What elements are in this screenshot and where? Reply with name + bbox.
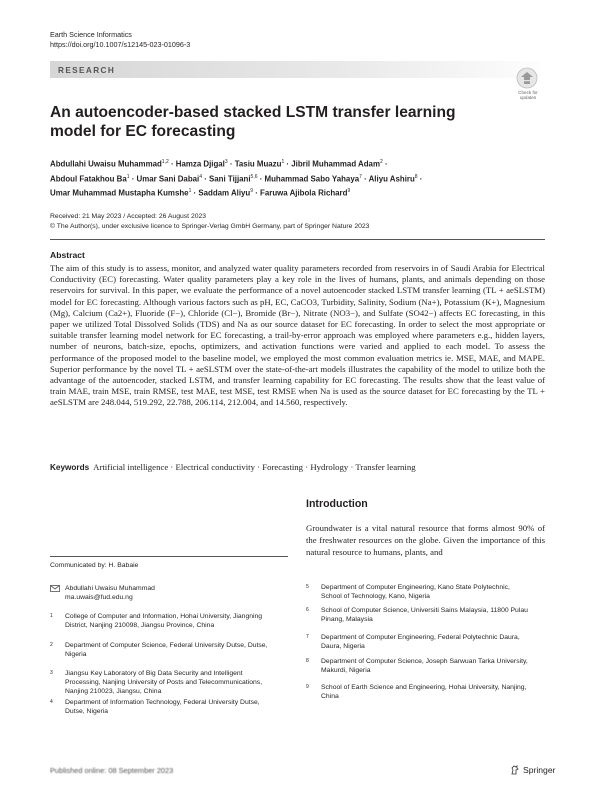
copyright-notice: © The Author(s), under exclusive licence to Springer-Verlag GmbH Germany, part of Springer Nature 2023 xyxy=(50,222,370,230)
affiliation-text: Department of Information Technology, Federal University Dutse, Dutse, Nigeria xyxy=(65,699,260,715)
author-name[interactable]: Abdullahi Uwaisu Muhammad xyxy=(50,159,162,169)
author-name[interactable]: Umar Sani Dabai xyxy=(136,174,200,184)
author-name[interactable]: Tasiu Muazu xyxy=(234,159,282,169)
author-name[interactable]: Jibril Muhammad Adam xyxy=(291,159,380,169)
affiliation-text: School of Computer Science, Universiti Sains Malaysia, 11800 Pulau Pinang, Malaysia xyxy=(321,607,528,623)
divider xyxy=(50,239,545,240)
author-affiliation-marker: 5,6 xyxy=(250,173,258,180)
doi-link[interactable]: https://doi.org/10.1007/s12145-023-01096-3 xyxy=(50,40,191,49)
author-affiliation-marker: 1,2 xyxy=(161,159,169,165)
affiliation-number: 8 xyxy=(306,658,309,664)
footnote-divider xyxy=(50,556,288,557)
keywords xyxy=(50,462,545,472)
contact-email[interactable]: ma.uwais@fud.edu.ng xyxy=(65,594,133,601)
keywords-label: Keywords xyxy=(50,463,90,472)
publisher-name: Springer xyxy=(523,765,556,775)
journal-name: Earth Science Informatics xyxy=(50,30,132,39)
affiliation-text: School of Earth Science and Engineering, Hohai University, Nanjing, China xyxy=(321,684,527,700)
publisher-logo xyxy=(510,765,555,775)
introduction-body: Groundwater is a vital natural resource that forms almost 90% of the freshwater resources on the globe. Given the importance of this natural resource to humans, plants, and xyxy=(306,523,545,557)
author-affiliation-marker: 1 xyxy=(126,173,130,180)
author-affiliation-marker: 2 xyxy=(379,159,383,165)
author-affiliation-marker: 8 xyxy=(414,173,418,180)
author-name[interactable]: Umar Muhammad Mustapha Kumshe xyxy=(50,188,189,198)
introduction-heading: Introduction xyxy=(306,498,368,510)
affiliation-text: Jiangsu Key Laboratory of Big Data Security and Intelligent Processing, Nanjing University of Posts and Telecommunications, Nanjing 210023, Jiangsu, China xyxy=(65,670,263,695)
author-affiliation-marker: 4 xyxy=(199,173,203,180)
author-name[interactable]: Saddam Aliyu xyxy=(198,188,251,198)
author-name[interactable]: Muhammad Sabo Yahaya xyxy=(264,174,360,184)
affiliation-number: 1 xyxy=(50,613,53,619)
journal-header xyxy=(50,30,190,50)
article-history xyxy=(50,212,369,231)
author-affiliation-marker: 9 xyxy=(347,188,351,195)
affiliation-number: 6 xyxy=(306,607,309,613)
affiliation-number: 3 xyxy=(50,670,53,676)
affiliation-number: 7 xyxy=(306,634,309,640)
author-name[interactable]: Sani Tijjani xyxy=(209,174,251,184)
author-name[interactable]: Aliyu Ashiru xyxy=(368,174,415,184)
section-bar xyxy=(50,61,540,78)
contact-name: Abdullahi Uwaisu Muhammad xyxy=(65,585,155,592)
affiliation-number: 4 xyxy=(50,699,53,705)
affiliation-text: College of Computer and Information, Hohai University, Jiangning District, Nanjing 210098, Jiangsu Province, China xyxy=(65,613,263,629)
check-for-updates-label: Check for updates xyxy=(518,90,538,101)
affiliation-text: Department of Computer Science, Federal University Dutse, Dutse, Nigeria xyxy=(65,642,268,658)
author-affiliation-marker: 3 xyxy=(224,159,228,165)
author-name[interactable]: Hamza Djigal xyxy=(175,159,225,169)
author-affiliation-marker: 1 xyxy=(188,188,192,195)
abstract-body: The aim of this study is to assess, monitor, and analyzed water quality parameters recorded from reservoirs in of Saudi Arabia for Electrical Conductivity (EC) forecasting. Water quality parameters play a key role in the lives of humans, plants, and animals depending on those reservoirs for survival. In this paper, we evaluate the performance of a novel autoencoder stacked LSTM transfer learning (TL + aeSLSTM) model for EC forecasting. Although various factors such as pH, EC, CaCO3, Turbidity, Salinity, Sodium (Na+), Potassium (K+), Magnesium (Mg), Calcium (Ca2+), Fluoride (F−), Chloride (Cl−), Bromide (Br−), Nitrate (NO3−), and Sulfate (SO42−) affects EC forecasting, in this paper we utilized Total Dissolved Solids (TDS) and Na as our source dataset for EC forecasting. In order to select the most appropriate or suitable transfer learning model network for EC forecasting, a trail-by-error approach was employed where parameters e.g., hidden layers, number of neurons, batch-size, epochs, optimizers, and activation functions were varied and applied to each model. To assess the performance of the proposed model to the baseline model, we employed the most common evaluation metrics ie. MSE, MAE, and MAPE. Superior performance by the novel TL + aeSLSTM over the state-of-the-art models illustrates the capability of the model to utilize both the advantage of the autoencoder, stacked LSTM, and transfer learning capability for EC forecasting. The results show that the least value of train MAE, train MSE, train RMSE, test MAE, test MSE, test RMSE when Na is used as the source dataset for EC forecasting by the TL + aeSLSTM are 248.044, 519.292, 22.788, 206.114, 212.004, and 14.560, respectively. xyxy=(50,263,545,408)
affiliation-number: 9 xyxy=(306,684,309,690)
author-affiliation-marker: 7 xyxy=(359,173,362,180)
affiliation-number: 5 xyxy=(306,584,309,590)
author-affiliation-marker: 9 xyxy=(250,188,254,195)
affiliation-text: Department of Computer Engineering, Federal Polytechnic Daura, Daura, Nigeria xyxy=(321,634,520,650)
article-title: An autoencoder-based stacked LSTM transfer learning model for EC forecasting xyxy=(50,104,456,140)
envelope-icon xyxy=(50,585,60,592)
abstract-heading: Abstract xyxy=(50,250,85,260)
author-name[interactable]: Faruwa Ajibola Richard xyxy=(260,188,348,198)
affiliation-number: 2 xyxy=(50,642,53,648)
affiliation-text: Department of Computer Science, Joseph Sarwuan Tarka University, Makurdi, Nigeria xyxy=(321,658,528,674)
author-list: Abdullahi Uwaisu Muhammad$^{1,2}$ · Hamza Djigal$^3$ · Tasiu Muazu$^1$ · Jibril Muhammad Adam$^2$ · Abdoul Fatakhou $Ba^1$ · Umar Sani Dabai$^4$ · Sani Tijjani$^{5,6}$ · Muhammad Sabo Yahaya$^7$ · Aliyu Ashiru$^8$ · Umar Muhammad Mustapha Kumshe$^1$ · Saddam Aliyu$^9$ · Faruwa Ajibola Richard$^9$ xyxy=(50,159,423,198)
communicated-by: Communicated by: H. Babaie xyxy=(50,562,139,569)
published-online: Published online: 08 September 2023 xyxy=(50,766,174,775)
received-accepted-dates: Received: 21 May 2023 / Accepted: 26 August 2023 xyxy=(50,213,207,220)
author-affiliation-marker: 1 xyxy=(281,159,285,165)
keywords-list: Artificial intelligence · Electrical conductivity · Forecasting · Hydrology · Transfer learning xyxy=(93,462,416,472)
author-name[interactable]: Abdoul Fatakhou Ba xyxy=(50,174,127,184)
springer-horse-icon xyxy=(510,765,520,775)
affiliation-text: Department of Computer Engineering, Kano State Polytechnic, School of Technology, Kano, Nigeria xyxy=(321,584,510,600)
section-label: RESEARCH xyxy=(58,66,116,75)
